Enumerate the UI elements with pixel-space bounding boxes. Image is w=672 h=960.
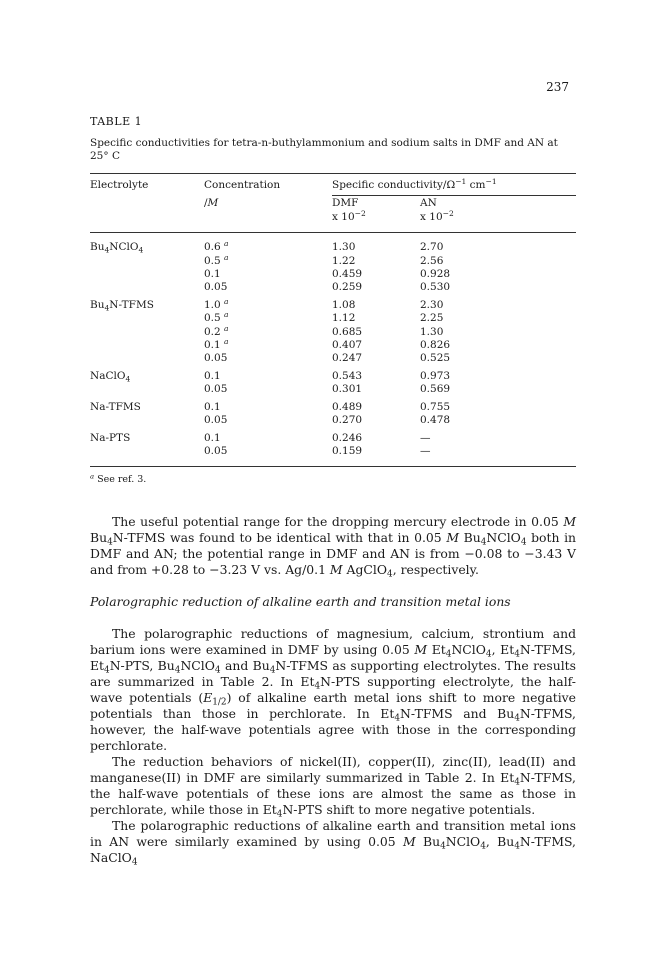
table-caption: Specific conductivities for tetra-n-buthylammonium and sodium salts in DMF and AN at 25° C	[90, 137, 558, 162]
dmf-value-cell: 0.247	[332, 352, 363, 365]
electrolyte-cell	[90, 312, 204, 325]
an-value-cell: 2.30	[420, 298, 444, 311]
electrolyte-cell	[90, 445, 204, 467]
an-value-cell: 0.525	[420, 352, 451, 365]
electrolyte-cell: $Bu_4NClO_4$	[90, 241, 144, 255]
dmf-value-cell: 0.159	[332, 445, 420, 467]
concentration-cell: 0.1	[204, 268, 221, 281]
table-row	[90, 255, 576, 268]
electrolyte-cell	[90, 326, 204, 339]
header-dmf: DMF	[332, 197, 359, 210]
concentration-cell: 0.2 $^a$	[204, 323, 229, 338]
concentration-cell: 0.05	[204, 383, 228, 396]
electrolyte-cell	[90, 414, 204, 427]
electrolyte-cell: Na-PTS	[90, 431, 131, 444]
concentration-cell: 0.1 $^a$	[204, 336, 229, 352]
dmf-value-cell: 0.489	[332, 400, 363, 413]
header-an: AN	[420, 197, 437, 210]
concentration-cell: 0.6 $^a$	[204, 239, 229, 254]
an-value-cell: 0.826	[420, 339, 451, 352]
footnote-mark: a	[90, 472, 95, 481]
dmf-value-cell: 0.270	[332, 414, 363, 427]
dmf-value-cell: 0.246	[332, 431, 363, 444]
table-row	[90, 233, 576, 255]
concentration-cell: 0.05	[204, 352, 228, 365]
table-label: TABLE 1	[90, 115, 143, 128]
concentration-cell: 0.05	[204, 281, 228, 294]
section-heading: Polarographic reduction of alkaline earth and transition metal ions	[90, 594, 511, 609]
table-1	[90, 115, 576, 485]
header-concentration: Concentration	[204, 174, 332, 196]
dmf-value-cell: 0.685	[332, 325, 363, 338]
dmf-value-cell: 0.407	[332, 339, 363, 352]
table-row	[90, 281, 576, 294]
an-value-cell: 2.56	[420, 254, 444, 267]
paragraph-transition-metals: The reduction behaviors of nickel(II), copper(II), zinc(II), lead(II) and manganese(II) in DMF are similarly summarized in Table 2. In $Et_4N$-TFMS, the half-wave potentials of these ions are almost the same as those in perchlorate, while those in $Et_4N$-PTS shift to more negative potentials.	[90, 754, 576, 820]
an-value-cell: 0.928	[420, 268, 451, 281]
concentration-cell: 0.05	[204, 414, 228, 427]
electrolyte-cell: $Bu_4N$-TFMS	[90, 298, 154, 313]
table-row	[90, 268, 576, 281]
concentration-cell: 0.1	[204, 400, 221, 413]
header-concentration-unit: /M	[204, 196, 219, 209]
dmf-value-cell: 1.08	[332, 298, 356, 311]
table-row	[90, 326, 576, 339]
header-specific-conductivity: Specific conductivity/$\Omega^{-1}$ $cm^{-1}$	[332, 174, 576, 196]
conductivity-table	[90, 173, 576, 467]
header-an-scale: x $10^{-2}$	[420, 211, 576, 233]
an-value-cell: —	[420, 445, 576, 467]
electrolyte-cell	[90, 255, 204, 268]
an-value-cell: 1.30	[420, 325, 444, 338]
an-value-cell: 0.569	[420, 383, 451, 396]
paragraph-alkaline-earth: The polarographic reductions of magnesium, calcium, strontium and barium ions were examined in DMF by using 0.05 M $Et_4NClO_4$, $Et_4N$-TFMS, $Et_4N$-PTS, $Bu_4NClO_4$ and $Bu_4N$-TFMS as supporting electrolytes. The results are summarized in Table 2. In $Et_4N$-PTS supporting electrolyte, the half-wave potentials $(E_{1/2})$ of alkaline earth metal ions shift to more negative potentials than those in perchlorate. In $Et_4N$-TFMS and $Bu_4N$-TFMS, however, the half-wave potentials agree with those in the corresponding perchlorate.	[90, 626, 576, 753]
header-electrolyte: Electrolyte	[90, 174, 204, 196]
table-row	[90, 383, 576, 396]
an-value-cell: —	[420, 431, 431, 444]
footnote-text: See ref. 3.	[97, 474, 147, 486]
an-value-cell: 0.530	[420, 281, 451, 294]
an-value-cell: 0.478	[420, 414, 451, 427]
dmf-value-cell: 0.459	[332, 268, 363, 281]
table-row	[90, 312, 576, 325]
electrolyte-cell	[90, 268, 204, 281]
electrolyte-cell	[90, 281, 204, 294]
concentration-cell: 0.05	[204, 445, 332, 467]
an-value-cell: 2.70	[420, 241, 444, 254]
table-row	[90, 352, 576, 365]
table-row	[90, 414, 576, 427]
header-dmf-scale: x $10^{-2}$	[332, 211, 420, 233]
concentration-cell: 0.5 $^a$	[204, 252, 229, 267]
electrolyte-cell: NaClO$_4$	[90, 369, 131, 384]
dmf-value-cell: 1.30	[332, 241, 356, 254]
table-row	[90, 428, 576, 445]
dmf-value-cell: 0.543	[332, 369, 363, 382]
electrolyte-cell	[90, 352, 204, 365]
an-value-cell: 0.973	[420, 369, 451, 382]
concentration-cell: 1.0 $^a$	[204, 296, 229, 311]
an-value-cell: 0.755	[420, 400, 451, 413]
body-text	[90, 514, 576, 866]
page-number: 237	[546, 80, 569, 94]
concentration-cell: 0.1	[204, 369, 221, 382]
electrolyte-cell	[90, 383, 204, 396]
paragraph-an-reductions: The polarographic reductions of alkaline earth and transition metal ions in AN were similarly examined by using 0.05 M $Bu_4NClO_4$, $Bu_4N$-TFMS, NaClO$_4$	[90, 818, 576, 868]
dmf-value-cell: 1.22	[332, 254, 356, 267]
dmf-value-cell: 0.259	[332, 281, 363, 294]
concentration-cell: 0.1	[204, 431, 221, 444]
table-footnote	[90, 474, 576, 485]
dmf-value-cell: 1.12	[332, 312, 356, 325]
table-row	[90, 445, 576, 467]
paragraph-potential-range: The useful potential range for the dropping mercury electrode in 0.05 M $Bu_4N$-TFMS was found to be identical with that in 0.05 M $Bu_4NClO_4$ both in DMF and AN; the potential range in DMF and AN is from −0.08 to −3.43 V and from +0.28 to −3.23 V vs. Ag/0.1 M AgClO$_4$, respectively.	[90, 514, 577, 580]
table-row	[90, 397, 576, 414]
concentration-cell: 0.5 $^a$	[204, 310, 229, 325]
dmf-value-cell: 0.301	[332, 383, 363, 396]
electrolyte-cell	[90, 339, 204, 352]
table-row	[90, 339, 576, 352]
table-row	[90, 295, 576, 312]
an-value-cell: 2.25	[420, 312, 444, 325]
table-row	[90, 366, 576, 383]
electrolyte-cell: Na-TFMS	[90, 400, 141, 413]
